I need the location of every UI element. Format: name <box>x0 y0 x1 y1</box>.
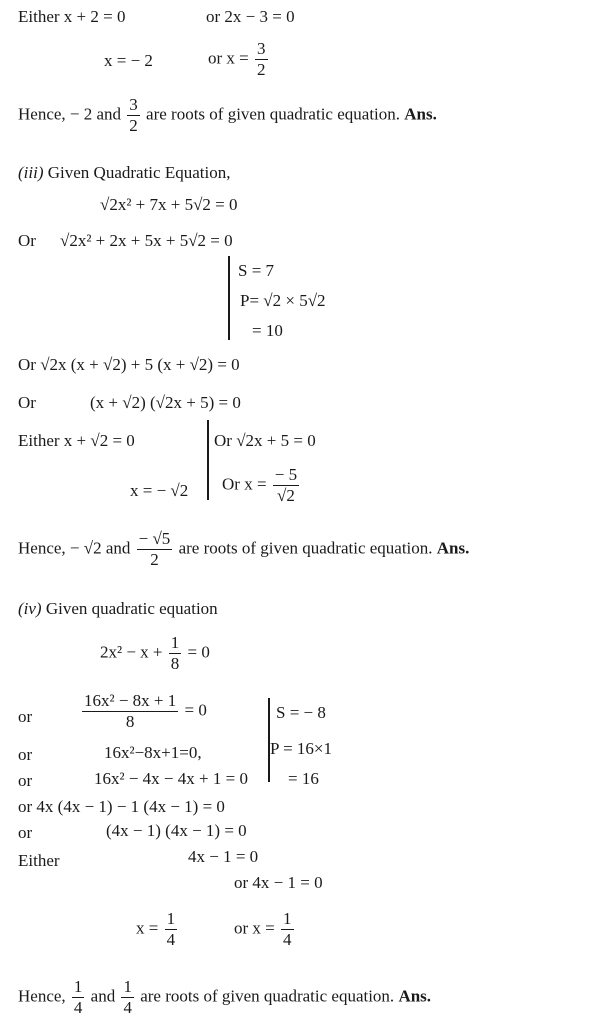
ans-label: Ans. <box>398 986 432 1006</box>
ans-label: Ans. <box>404 104 437 124</box>
solution-left: x = $\frac{1}{4}$ <box>136 909 176 949</box>
either-line <box>18 8 125 25</box>
either-eq-left: Either x + √2 = 0 <box>18 431 135 450</box>
fraction: $\frac{1}{4}$ <box>283 909 292 949</box>
hence-line: Hence, − √2 and $\frac{- √5}{2}$ are roots of given quadratic equation. Ans. <box>18 529 470 569</box>
product-value: = 16 <box>288 769 319 788</box>
fraction: $\frac{\text{16x² − 8x + 1}}{8}$ <box>84 691 177 731</box>
section-heading: (iv) Given quadratic equation <box>18 599 218 618</box>
equation: √2x² + 2x + 5x + 5√2 = 0 <box>60 231 233 250</box>
either-eq-right: Or √2x + 5 = 0 <box>214 431 316 450</box>
equation: 2x² − x + $\frac{1}{8}$ = 0 <box>100 633 210 673</box>
equation: Or √2x (x + √2) + 5 (x + √2) = 0 <box>18 355 240 374</box>
sum-line: S = − 8 <box>276 703 326 722</box>
equation: (x + √2) (√2x + 5) = 0 <box>90 393 241 412</box>
equation: √2x² + 7x + 5√2 = 0 <box>100 195 238 214</box>
section-heading: (iii) Given Quadratic Equation, <box>18 163 231 182</box>
solution-right: Or x = $\frac{- 5}{√2}$ <box>222 465 298 505</box>
fraction: $\frac{1}{4}$ <box>73 977 83 1017</box>
or-label: or <box>18 707 33 726</box>
fraction: $\frac{1}{4}$ <box>166 909 176 949</box>
fraction: $\frac{3}{2}$ <box>129 95 138 135</box>
or-label: or <box>18 771 33 790</box>
solution-left: x = − 2 <box>104 51 153 70</box>
fraction: $\frac{1}{8}$ <box>170 633 180 673</box>
equation: or 4x − 1 = 0 <box>234 873 323 892</box>
equation: $\frac{\text{16x² − 8x + 1}}{8}$ = 0 <box>84 691 207 731</box>
or-label: or <box>18 745 33 764</box>
divider-bar <box>228 256 230 340</box>
fraction: $\frac{1}{4}$ <box>123 977 132 1017</box>
solution-right: or x = $\frac{3}{2}$ <box>208 39 266 79</box>
equation: 4x − 1 = 0 <box>188 847 259 866</box>
equation: 16x² − 4x − 4x + 1 = 0 <box>94 769 248 788</box>
product-line: P = 16×1 <box>270 739 332 758</box>
fraction: $\frac{- 5}{√2}$ <box>274 465 298 505</box>
or-label: or <box>18 823 33 842</box>
or-label: Or <box>18 393 36 412</box>
equation: (4x − 1) (4x − 1) = 0 <box>106 821 247 840</box>
ans-label: Ans. <box>436 538 470 558</box>
fraction: $\frac{3}{2}$ <box>257 39 266 79</box>
or-label: Or <box>18 231 36 250</box>
solution-right: or x = $\frac{1}{4}$ <box>234 909 292 949</box>
either-eq-right: or 2x − 3 = 0 <box>206 7 295 26</box>
either-label: Either <box>18 851 60 870</box>
sum-line: S = 7 <box>238 261 275 280</box>
fraction: $\frac{- √5}{2}$ <box>138 529 171 569</box>
hence-line: Hence, − 2 and $\frac{3}{2}$ are roots of given quadratic equation. Ans. <box>18 95 437 135</box>
divider-bar <box>207 420 209 500</box>
equation: 16x²−8x+1=0, <box>104 743 202 762</box>
solution-left: x = − √2 <box>130 481 189 500</box>
either-eq-left: Either x + 2 = 0 <box>18 7 126 26</box>
equation: or 4x (4x − 1) − 1 (4x − 1) = 0 <box>18 797 225 816</box>
product-value: = 10 <box>252 321 283 340</box>
product-line: P= √2 × 5√2 <box>240 291 326 310</box>
hence-line: Hence, $\frac{1}{4}$ and $\frac{1}{4}$ are roots of given quadratic equation. Ans. <box>18 977 432 1017</box>
